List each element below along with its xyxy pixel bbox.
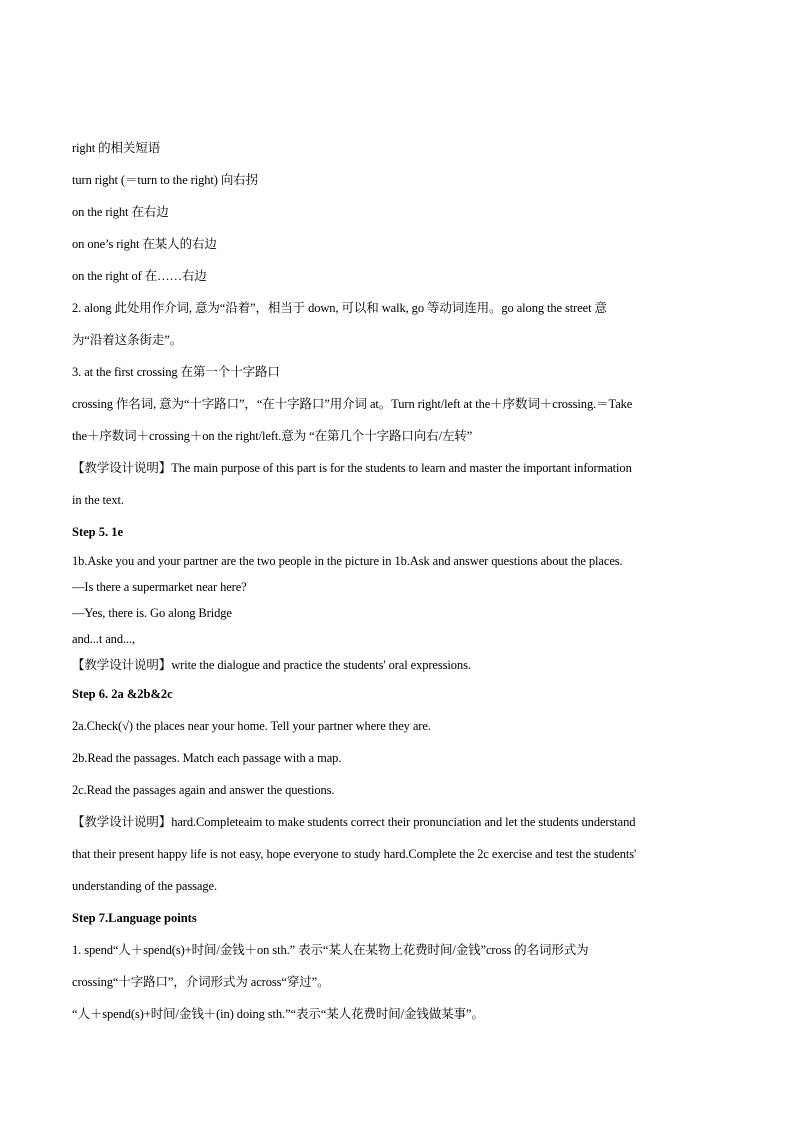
text-line: 2c.Read the passages again and answer the questions. (72, 783, 335, 797)
text-line: 2a.Check(√) the places near your home. Tell your partner where they are. (72, 719, 431, 733)
text-line: crossing“十字路口”，介词形式为 across“穿过”。 (72, 975, 330, 989)
section-heading: Step 5. 1e (72, 525, 124, 539)
text-line: 为“沿着这条街走”。 (72, 333, 183, 347)
text-line: right 的相关短语 (72, 141, 161, 155)
text-line: —Is there a supermarket near here? (72, 580, 247, 594)
text-line: that their present happy life is not easy, hope everyone to study hard.Complete the 2c exercise and test the students' (72, 847, 637, 861)
text-line: —Yes, there is. Go along Bridge (72, 606, 232, 620)
text-line: 3. at the first crossing 在第一个十字路口 (72, 365, 280, 379)
text-line: 2b.Read the passages. Match each passage with a map. (72, 751, 342, 765)
text-line: in the text. (72, 493, 124, 507)
text-line: and...t and..., (72, 632, 136, 646)
text-line: 【教学设计说明】The main purpose of this part is for the students to learn and master the important information (72, 461, 632, 475)
text-line: on the right of 在……右边 (72, 269, 207, 283)
text-line: 【教学设计说明】write the dialogue and practice the students' oral expressions. (72, 658, 471, 672)
text-line: understanding of the passage. (72, 879, 217, 893)
text-line: “人＋spend(s)+时间/金钱＋(in) doing sth.”“表示“某人花费时间/金钱做某事”。 (72, 1007, 484, 1021)
section-heading: Step 7.Language points (72, 911, 197, 925)
section-heading: Step 6. 2a &2b&2c (72, 687, 173, 701)
text-line: crossing 作名词, 意为“十字路口”，“在十字路口”用介词 at。Turn right/left at the＋序数词＋crossing.＝Take (72, 397, 633, 411)
text-line: the＋序数词＋crossing＋on the right/left.意为 “在第几个十字路口向右/左转” (72, 429, 473, 443)
text-line: on the right 在右边 (72, 205, 169, 219)
text-line: 1. spend“人＋spend(s)+时间/金钱＋on sth.” 表示“某人在某物上花费时间/金钱”cross 的名词形式为 (72, 943, 589, 957)
text-line: 1b.Aske you and your partner are the two people in the picture in 1b.Ask and answer questions about the places. (72, 554, 623, 568)
text-line: on one’s right 在某人的右边 (72, 237, 217, 251)
text-line: turn right (＝turn to the right) 向右拐 (72, 173, 259, 187)
text-line: 【教学设计说明】hard.Completeaim to make students correct their pronunciation and let the students understand (72, 815, 636, 829)
text-line: 2. along 此处用作介词, 意为“沿着”，相当于 down, 可以和 walk, go 等动词连用。go along the street 意 (72, 301, 607, 315)
document-body (72, 132, 722, 1030)
